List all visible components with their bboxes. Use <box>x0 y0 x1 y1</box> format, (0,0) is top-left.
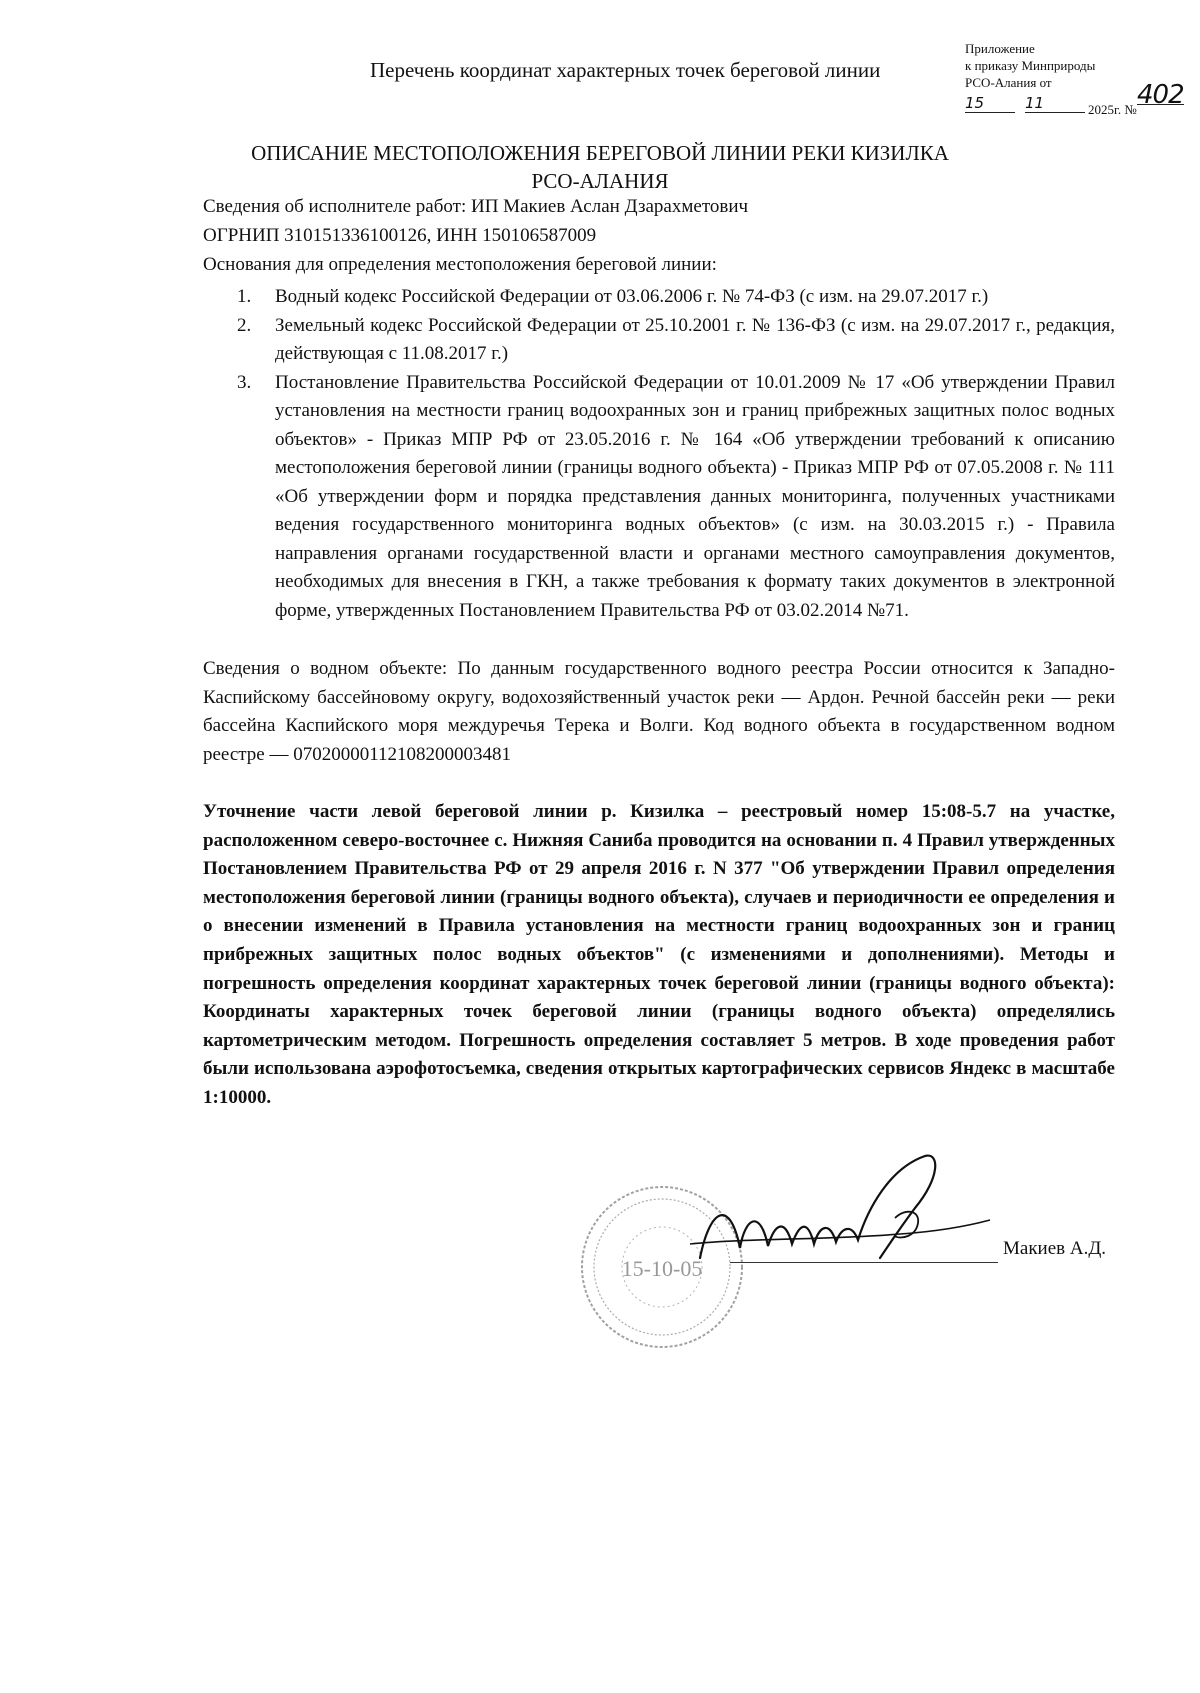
basis-heading: Основания для определения местоположения береговой линии: <box>203 254 717 275</box>
annex-date-day-field <box>965 95 1015 113</box>
annex-block <box>965 40 1190 117</box>
signature-line <box>730 1262 998 1263</box>
basis-item-text: Водный кодекс Российской Федерации от 03.06.2006 г. № 74-ФЗ (с изм. на 29.07.2017 г.) <box>275 286 989 307</box>
basis-item-text: Постановление Правительства Российской Федерации от 10.01.2009 № 17 «Об утверждении Правил установления на местности границ водоохранных зон и границ прибрежных защитных полос водных объектов» - Приказ МПР РФ от 23.05.2016 г. № 164 «Об утверждении требований к описанию местоположения береговой линии (границы водного объекта) - Приказ МПР РФ от 07.05.2008 г. № 111 «Об утверждении форм и порядка представления данных мониторинга, полученных участниками ведения государственного мониторинга водных объектов» (с изм. на 30.03.2015 г.) - Правила направления органами государственной власти и органами местного самоуправления документов, необходимых для внесения в ГКН, а также требования к формату таких документов в электронной форме, утвержденных Постановлением Правительства РФ от 03.02.2014 №71. <box>275 371 1115 621</box>
basis-item-number: 2. <box>237 314 252 336</box>
annex-date-month-field <box>1025 95 1085 113</box>
annex-line-2: к приказу Минприроды <box>965 58 1096 73</box>
basis-item-number: 3. <box>237 371 252 393</box>
clarification-paragraph: Уточнение части левой береговой линии р. Кизилка – реестровый номер 15:08-5.7 на участке, расположенном северо-восточнее с. Нижняя Саниба проводится на основании п. 4 Правил утвержденных Постановлением Правительства РФ от 29 апреля 2016 г. N 377 "Об утверждении Правил определения местоположения береговой линии (границы водного объекта), случаев и периодичности ее определения и о внесении изменений в Правила установления на местности границ водоохранных зон и границ прибрежных защитных полос водных объектов" (с изменениями и дополнениями). Методы и погрешность определения координат характерных точек береговой линии (границы водного объекта): Координаты характерных точек береговой линии (границы водного объекта) определялись картометрическим методом. Погрешность определения составляет 5 метров. В ходе проведения работ были использована аэрофотосъемка, сведения открытых картографических сервисов Яндекс в масштабе 1:10000. <box>203 801 1115 1108</box>
annex-line-1: Приложение <box>965 41 1035 56</box>
annex-order-number: 402 <box>1137 80 1184 110</box>
basis-item <box>203 312 1115 369</box>
water-object-info: Сведения о водном объекте: По данным государственного водного реестра России относится к Западно-Каспийскому бассейновому округу, водохозяйственный участок реки — Ардон. Речной бассейн реки — реки бассейна Каспийского моря междуречья Терека и Волги. Код водного объекта в государственном водном реестре — 07020000112108200003481 <box>203 658 1115 765</box>
annex-line-3: РСО-Алания от <box>965 75 1052 90</box>
seal-text: 15-10-05 <box>621 1256 703 1281</box>
basis-list <box>203 283 1115 625</box>
annex-date-month: 11 <box>1025 94 1045 112</box>
contractor-ids: ОГРНИП 310151336100126, ИНН 150106587009 <box>203 225 597 246</box>
contractor-info: Сведения об исполнителе работ: ИП Макиев Аслан Дзарахметович <box>203 196 749 217</box>
document-title-line-2: РСО-АЛАНИЯ <box>531 169 669 193</box>
handwritten-signature <box>690 1148 1030 1278</box>
basis-item-number: 1. <box>237 286 252 307</box>
document-title-line-1: ОПИСАНИЕ МЕСТОПОЛОЖЕНИЯ БЕРЕГОВОЙ ЛИНИИ РЕКИ КИЗИЛКА <box>251 141 949 165</box>
basis-item <box>203 369 1115 626</box>
basis-item-text: Земельный кодекс Российской Федерации от 25.10.2001 г. № 136-ФЗ (с изм. на 29.07.2017 г., редакция, действующая с 11.08.2017 г.) <box>275 314 1115 364</box>
signer-name: Макиев А.Д. <box>1003 1238 1107 1259</box>
annex-date-year: 2025г. № <box>1088 102 1137 117</box>
annex-date-day: 15 <box>965 94 985 112</box>
list-title: Перечень координат характерных точек береговой линии <box>370 58 881 82</box>
basis-item <box>203 283 1115 312</box>
